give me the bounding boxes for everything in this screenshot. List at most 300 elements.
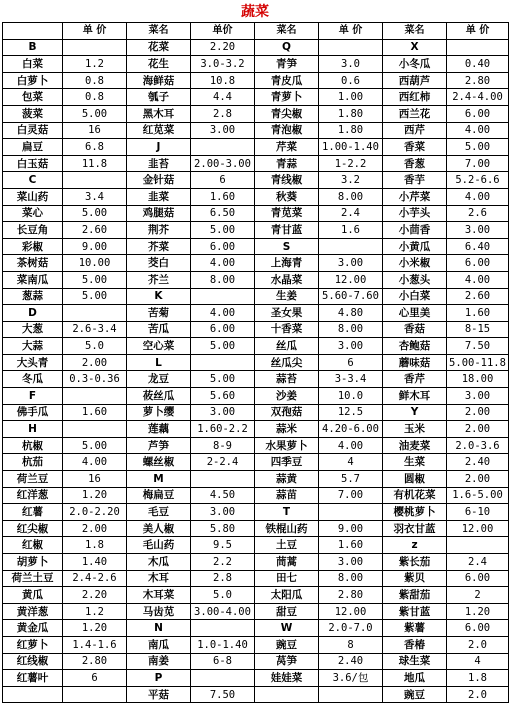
price-cell bbox=[63, 388, 127, 405]
vegetable-name-cell: 红线椒 bbox=[3, 653, 63, 670]
vegetable-name-cell: 青甘蓝 bbox=[255, 222, 319, 239]
vegetable-name-cell: 四季豆 bbox=[255, 454, 319, 471]
vegetable-name-cell: 毛山药 bbox=[127, 537, 191, 554]
price-cell: 0.6 bbox=[319, 72, 383, 89]
price-cell: 3.0-3.2 bbox=[191, 56, 255, 73]
vegetable-name-cell: 木耳菜 bbox=[127, 587, 191, 604]
vegetable-name-cell: 青苋菜 bbox=[255, 205, 319, 222]
vegetable-name-cell: 白灵菇 bbox=[3, 122, 63, 139]
vegetable-name-cell: T bbox=[255, 504, 319, 521]
price-cell: 5.60-7.60 bbox=[319, 288, 383, 305]
vegetable-name-cell: 青线椒 bbox=[255, 172, 319, 189]
vegetable-name-cell: 蒜苗 bbox=[255, 487, 319, 504]
price-cell: 5.00 bbox=[63, 105, 127, 122]
table-row bbox=[3, 653, 509, 670]
vegetable-name-cell: 彩椒 bbox=[3, 238, 63, 255]
vegetable-name-cell: 荷兰土豆 bbox=[3, 570, 63, 587]
vegetable-name-cell: 扁豆 bbox=[3, 139, 63, 156]
price-cell: 1.80 bbox=[319, 105, 383, 122]
price-cell bbox=[63, 305, 127, 322]
vegetable-name-cell: 西葫芦 bbox=[383, 72, 447, 89]
table-row bbox=[3, 587, 509, 604]
vegetable-name-cell: 红尖椒 bbox=[3, 520, 63, 537]
price-cell: 1.8 bbox=[447, 670, 509, 687]
vegetable-name-cell: 上海青 bbox=[255, 255, 319, 272]
price-cell: 3.00 bbox=[447, 222, 509, 239]
price-cell: 1.0-1.40 bbox=[191, 636, 255, 653]
vegetable-name-cell: 大葱 bbox=[3, 321, 63, 338]
price-cell bbox=[63, 686, 127, 703]
vegetable-name-cell: 双孢菇 bbox=[255, 404, 319, 421]
vegetable-name-cell: 花菜 bbox=[127, 39, 191, 56]
price-cell: 2.00 bbox=[447, 404, 509, 421]
price-cell bbox=[63, 172, 127, 189]
vegetable-name-cell: 有机花菜 bbox=[383, 487, 447, 504]
price-cell: 2.0-7.0 bbox=[319, 620, 383, 637]
table-row bbox=[3, 554, 509, 571]
vegetable-name-cell: 茭白 bbox=[127, 255, 191, 272]
table-row bbox=[3, 205, 509, 222]
price-cell: 1.60-2.2 bbox=[191, 421, 255, 438]
vegetable-name-cell: 青萝卜 bbox=[255, 89, 319, 106]
price-cell: 5.80 bbox=[191, 520, 255, 537]
vegetable-name-cell: 青尖椒 bbox=[255, 105, 319, 122]
price-cell: 6.00 bbox=[447, 105, 509, 122]
price-cell: 0.8 bbox=[63, 89, 127, 106]
price-cell: 4 bbox=[319, 454, 383, 471]
vegetable-name-cell: 梅扁豆 bbox=[127, 487, 191, 504]
vegetable-name-cell: N bbox=[127, 620, 191, 637]
price-cell: 16 bbox=[63, 471, 127, 488]
vegetable-name-cell: 蒜苔 bbox=[255, 371, 319, 388]
price-cell: 6.00 bbox=[447, 620, 509, 637]
price-cell: 2.8 bbox=[191, 105, 255, 122]
table-row bbox=[3, 56, 509, 73]
price-cell: 8.00 bbox=[319, 570, 383, 587]
vegetable-name-cell: 甜豆 bbox=[255, 603, 319, 620]
vegetable-name-cell: 菜南瓜 bbox=[3, 271, 63, 288]
price-cell: 0.8 bbox=[63, 72, 127, 89]
price-cell bbox=[191, 288, 255, 305]
price-cell bbox=[191, 354, 255, 371]
price-cell: 6 bbox=[319, 354, 383, 371]
price-cell: 2.80 bbox=[63, 653, 127, 670]
price-cell: 2.60 bbox=[63, 222, 127, 239]
price-cell: 2.40 bbox=[447, 454, 509, 471]
table-row bbox=[3, 603, 509, 620]
table-row bbox=[3, 89, 509, 106]
price-cell: 1.6 bbox=[319, 222, 383, 239]
price-cell: 5.00 bbox=[191, 371, 255, 388]
table-row bbox=[3, 388, 509, 405]
vegetable-name-cell: 木瓜 bbox=[127, 554, 191, 571]
vegetable-name-cell: 杭椒 bbox=[3, 437, 63, 454]
price-cell: 8-9 bbox=[191, 437, 255, 454]
price-cell: 7.50 bbox=[447, 338, 509, 355]
price-cell: 6-8 bbox=[191, 653, 255, 670]
price-cell: 7.00 bbox=[447, 155, 509, 172]
vegetable-name-cell: 鸡腿菇 bbox=[127, 205, 191, 222]
table-row bbox=[3, 371, 509, 388]
price-cell bbox=[191, 620, 255, 637]
vegetable-name-cell: 水晶菜 bbox=[255, 271, 319, 288]
price-cell: 2.40 bbox=[319, 653, 383, 670]
price-cell: 2-2.4 bbox=[191, 454, 255, 471]
vegetable-name-cell: 丝瓜 bbox=[255, 338, 319, 355]
price-cell: 8-15 bbox=[447, 321, 509, 338]
price-cell bbox=[191, 139, 255, 156]
header-price-3: 单 价 bbox=[319, 23, 383, 40]
vegetable-name-cell: L bbox=[127, 354, 191, 371]
vegetable-name-cell: 西兰花 bbox=[383, 105, 447, 122]
vegetable-name-cell: 空心菜 bbox=[127, 338, 191, 355]
price-cell bbox=[63, 39, 127, 56]
vegetable-name-cell: 铁棍山药 bbox=[255, 520, 319, 537]
price-cell: 4.00 bbox=[63, 454, 127, 471]
vegetable-name-cell: 水果萝卜 bbox=[255, 437, 319, 454]
price-cell: 2.4-4.00 bbox=[447, 89, 509, 106]
price-cell: 2.4 bbox=[447, 554, 509, 571]
table-row bbox=[3, 670, 509, 687]
table-row bbox=[3, 686, 509, 703]
vegetable-name-cell bbox=[255, 686, 319, 703]
header-name-4: 菜名 bbox=[383, 23, 447, 40]
vegetable-name-cell: 小黄瓜 bbox=[383, 238, 447, 255]
vegetable-name-cell: 圣女果 bbox=[255, 305, 319, 322]
vegetable-name-cell: 紫甜茄 bbox=[383, 587, 447, 604]
price-cell: 2.00-3.00 bbox=[191, 155, 255, 172]
price-cell: 1.2 bbox=[63, 56, 127, 73]
price-cell: 5.00 bbox=[63, 205, 127, 222]
price-cell: 4.50 bbox=[191, 487, 255, 504]
vegetable-name-cell: 茶树菇 bbox=[3, 255, 63, 272]
vegetable-name-cell: F bbox=[3, 388, 63, 405]
vegetable-name-cell: 生姜 bbox=[255, 288, 319, 305]
table-row bbox=[3, 454, 509, 471]
table-row bbox=[3, 288, 509, 305]
price-cell: 5.00 bbox=[191, 338, 255, 355]
price-cell: 2.80 bbox=[447, 72, 509, 89]
price-cell: 4.20-6.00 bbox=[319, 421, 383, 438]
price-cell: 10.8 bbox=[191, 72, 255, 89]
price-cell: 2.0 bbox=[447, 686, 509, 703]
price-cell: 16 bbox=[63, 122, 127, 139]
price-cell: 1.00 bbox=[319, 89, 383, 106]
price-cell: 2.60 bbox=[447, 288, 509, 305]
price-cell: 5.0 bbox=[191, 587, 255, 604]
vegetable-name-cell: 红薯叶 bbox=[3, 670, 63, 687]
table-row bbox=[3, 338, 509, 355]
vegetable-name-cell: 红萝卜 bbox=[3, 636, 63, 653]
header-row bbox=[3, 23, 509, 40]
vegetable-name-cell: 莜丝瓜 bbox=[127, 388, 191, 405]
price-cell: 10.00 bbox=[63, 255, 127, 272]
vegetable-name-cell: 鲜木耳 bbox=[383, 388, 447, 405]
price-cell: 4 bbox=[447, 653, 509, 670]
vegetable-name-cell: 香菇 bbox=[383, 321, 447, 338]
vegetable-name-cell: 田七 bbox=[255, 570, 319, 587]
table-row bbox=[3, 238, 509, 255]
page-title: 蔬菜 bbox=[241, 4, 269, 20]
vegetable-name-cell: 菠菜 bbox=[3, 105, 63, 122]
vegetable-name-cell: 芹菜 bbox=[255, 139, 319, 156]
price-cell: 0.40 bbox=[447, 56, 509, 73]
table-row bbox=[3, 105, 509, 122]
price-cell: 8 bbox=[319, 636, 383, 653]
price-cell: 12.00 bbox=[319, 603, 383, 620]
table-row bbox=[3, 39, 509, 56]
price-cell: 2.00 bbox=[447, 421, 509, 438]
price-cell: 8.00 bbox=[319, 188, 383, 205]
vegetable-name-cell: 紫薯 bbox=[383, 620, 447, 637]
vegetable-name-cell: 小芹菜 bbox=[383, 188, 447, 205]
price-cell: 5.00 bbox=[63, 288, 127, 305]
price-cell: 6.50 bbox=[191, 205, 255, 222]
price-cell: 1.80 bbox=[319, 122, 383, 139]
table-row bbox=[3, 437, 509, 454]
table-row bbox=[3, 354, 509, 371]
price-cell: 5.00 bbox=[63, 437, 127, 454]
vegetable-name-cell: z bbox=[383, 537, 447, 554]
price-cell: 1.20 bbox=[63, 487, 127, 504]
price-cell: 3.2 bbox=[319, 172, 383, 189]
vegetable-name-cell: 地瓜 bbox=[383, 670, 447, 687]
header-price-2: 单价 bbox=[191, 23, 255, 40]
price-cell: 2.6-3.4 bbox=[63, 321, 127, 338]
price-cell bbox=[319, 686, 383, 703]
price-cell: 4.80 bbox=[319, 305, 383, 322]
table-row bbox=[3, 570, 509, 587]
vegetable-name-cell: 油麦菜 bbox=[383, 437, 447, 454]
vegetable-name-cell: Y bbox=[383, 404, 447, 421]
vegetable-name-cell: 羽衣甘蓝 bbox=[383, 520, 447, 537]
vegetable-name-cell: 豌豆 bbox=[383, 686, 447, 703]
price-cell: 1.4-1.6 bbox=[63, 636, 127, 653]
price-cell: 3.4 bbox=[63, 188, 127, 205]
price-cell: 3.00 bbox=[191, 122, 255, 139]
vegetable-name-cell: 莴笋 bbox=[255, 653, 319, 670]
price-cell: 9.00 bbox=[63, 238, 127, 255]
vegetable-name-cell: 芥菜 bbox=[127, 238, 191, 255]
header-price-4: 单 价 bbox=[447, 23, 509, 40]
price-cell: 12.00 bbox=[319, 271, 383, 288]
vegetable-name-cell: 龙豆 bbox=[127, 371, 191, 388]
vegetable-name-cell: 海鲜菇 bbox=[127, 72, 191, 89]
price-cell bbox=[319, 504, 383, 521]
price-cell: 10.0 bbox=[319, 388, 383, 405]
price-cell: 6.00 bbox=[191, 238, 255, 255]
table-row bbox=[3, 72, 509, 89]
vegetable-name-cell: W bbox=[255, 620, 319, 637]
vegetable-name-cell: 莲藕 bbox=[127, 421, 191, 438]
price-cell bbox=[447, 39, 509, 56]
header-price-1: 单 价 bbox=[63, 23, 127, 40]
price-cell: 1.20 bbox=[63, 620, 127, 637]
price-cell: 1.2 bbox=[63, 603, 127, 620]
vegetable-name-cell: 青笋 bbox=[255, 56, 319, 73]
price-cell: 3.00-4.00 bbox=[191, 603, 255, 620]
price-cell: 12.00 bbox=[447, 520, 509, 537]
vegetable-name-cell: 杏鲍菇 bbox=[383, 338, 447, 355]
price-cell: 1.8 bbox=[63, 537, 127, 554]
vegetable-name-cell: 香椿 bbox=[383, 636, 447, 653]
vegetable-name-cell: 包菜 bbox=[3, 89, 63, 106]
vegetable-name-cell: 黑木耳 bbox=[127, 105, 191, 122]
price-cell: 0.3-0.36 bbox=[63, 371, 127, 388]
vegetable-name-cell: Q bbox=[255, 39, 319, 56]
price-cell: 5.00 bbox=[191, 222, 255, 239]
price-cell: 5.2-6.6 bbox=[447, 172, 509, 189]
vegetable-name-cell: 螺丝椒 bbox=[127, 454, 191, 471]
price-cell: 6.00 bbox=[191, 321, 255, 338]
vegetable-name-cell: 胡萝卜 bbox=[3, 554, 63, 571]
vegetable-name-cell: 青蒜 bbox=[255, 155, 319, 172]
vegetable-name-cell: 豌豆 bbox=[255, 636, 319, 653]
vegetable-name-cell: 荷兰豆 bbox=[3, 471, 63, 488]
price-cell: 8.00 bbox=[191, 271, 255, 288]
table-row bbox=[3, 172, 509, 189]
price-cell bbox=[447, 537, 509, 554]
price-cell: 3-3.4 bbox=[319, 371, 383, 388]
vegetable-name-cell: 黄瓜 bbox=[3, 587, 63, 604]
vegetable-name-cell: 芦笋 bbox=[127, 437, 191, 454]
vegetable-name-cell: 西芹 bbox=[383, 122, 447, 139]
price-cell: 2 bbox=[447, 587, 509, 604]
price-cell: 3.00 bbox=[447, 388, 509, 405]
vegetable-name-cell: 沙姜 bbox=[255, 388, 319, 405]
vegetable-name-cell: 球生菜 bbox=[383, 653, 447, 670]
table-row bbox=[3, 122, 509, 139]
vegetable-name-cell: 茼蒿 bbox=[255, 554, 319, 571]
price-cell: 6.40 bbox=[447, 238, 509, 255]
vegetable-name-cell: 娃娃菜 bbox=[255, 670, 319, 687]
table-row bbox=[3, 537, 509, 554]
vegetable-name-cell: 韭菜 bbox=[127, 188, 191, 205]
price-cell: 4.4 bbox=[191, 89, 255, 106]
price-cell: 1.60 bbox=[319, 537, 383, 554]
price-cell: 5.60 bbox=[191, 388, 255, 405]
price-cell: 2.6 bbox=[447, 205, 509, 222]
price-cell: 18.00 bbox=[447, 371, 509, 388]
price-cell bbox=[63, 421, 127, 438]
vegetable-name-cell: 长豆角 bbox=[3, 222, 63, 239]
price-cell: 6.8 bbox=[63, 139, 127, 156]
vegetable-price-table bbox=[2, 22, 509, 703]
price-cell: 5.00 bbox=[63, 271, 127, 288]
price-cell: 3.00 bbox=[319, 554, 383, 571]
vegetable-name-cell: 白菜 bbox=[3, 56, 63, 73]
price-cell: 11.8 bbox=[63, 155, 127, 172]
vegetable-name-cell: M bbox=[127, 471, 191, 488]
table-row bbox=[3, 271, 509, 288]
price-cell: 2.4-2.6 bbox=[63, 570, 127, 587]
vegetable-name-cell: 十香菜 bbox=[255, 321, 319, 338]
vegetable-name-cell: 平菇 bbox=[127, 686, 191, 703]
price-cell: 2.4 bbox=[319, 205, 383, 222]
vegetable-name-cell: 木耳 bbox=[127, 570, 191, 587]
vegetable-name-cell: 生菜 bbox=[383, 454, 447, 471]
table-row bbox=[3, 139, 509, 156]
vegetable-name-cell: 花生 bbox=[127, 56, 191, 73]
price-cell: 5.7 bbox=[319, 471, 383, 488]
vegetable-name-cell: 芥兰 bbox=[127, 271, 191, 288]
vegetable-name-cell: 菜心 bbox=[3, 205, 63, 222]
vegetable-name-cell: 丝瓜尖 bbox=[255, 354, 319, 371]
header-name-3: 菜名 bbox=[255, 23, 319, 40]
price-cell: 9.00 bbox=[319, 520, 383, 537]
table-row bbox=[3, 520, 509, 537]
vegetable-name-cell: 红椒 bbox=[3, 537, 63, 554]
price-cell: 1.60 bbox=[63, 404, 127, 421]
vegetable-name-cell: 冬瓜 bbox=[3, 371, 63, 388]
price-cell: 3.6/包 bbox=[319, 670, 383, 687]
price-cell: 12.5 bbox=[319, 404, 383, 421]
table-row bbox=[3, 487, 509, 504]
vegetable-name-cell: 青皮瓜 bbox=[255, 72, 319, 89]
vegetable-name-cell: 香芋 bbox=[383, 172, 447, 189]
price-cell: 3.00 bbox=[319, 338, 383, 355]
table-row bbox=[3, 188, 509, 205]
price-cell: 2.0-2.20 bbox=[63, 504, 127, 521]
vegetable-name-cell: 白玉菇 bbox=[3, 155, 63, 172]
vegetable-name-cell: 玉米 bbox=[383, 421, 447, 438]
vegetable-name-cell: 蒜黄 bbox=[255, 471, 319, 488]
price-cell bbox=[319, 39, 383, 56]
price-cell: 3.00 bbox=[319, 255, 383, 272]
vegetable-name-cell: C bbox=[3, 172, 63, 189]
price-cell: 3.00 bbox=[191, 504, 255, 521]
vegetable-name-cell: 菜山药 bbox=[3, 188, 63, 205]
price-cell: 2.00 bbox=[63, 520, 127, 537]
vegetable-name-cell: 葱蒜 bbox=[3, 288, 63, 305]
vegetable-name-cell: 杭茄 bbox=[3, 454, 63, 471]
vegetable-name-cell: 美人椒 bbox=[127, 520, 191, 537]
table-row bbox=[3, 222, 509, 239]
price-cell bbox=[319, 238, 383, 255]
price-cell: 3.00 bbox=[191, 404, 255, 421]
vegetable-name-cell: 马齿苋 bbox=[127, 603, 191, 620]
table-row bbox=[3, 155, 509, 172]
vegetable-name-cell: 香芹 bbox=[383, 371, 447, 388]
vegetable-name-cell: 青泡椒 bbox=[255, 122, 319, 139]
vegetable-name-cell bbox=[3, 686, 63, 703]
vegetable-name-cell: 西红柿 bbox=[383, 89, 447, 106]
price-cell: 2.00 bbox=[447, 471, 509, 488]
vegetable-name-cell: J bbox=[127, 139, 191, 156]
price-cell: 4.00 bbox=[191, 305, 255, 322]
vegetable-name-cell: 萝卜缨 bbox=[127, 404, 191, 421]
price-cell: 2.00 bbox=[63, 354, 127, 371]
price-cell: 1.6-5.00 bbox=[447, 487, 509, 504]
vegetable-name-cell: 蘑味菇 bbox=[383, 354, 447, 371]
vegetable-name-cell: 紫长茄 bbox=[383, 554, 447, 571]
price-cell: 7.00 bbox=[319, 487, 383, 504]
vegetable-name-cell: 香葱 bbox=[383, 155, 447, 172]
vegetable-name-cell: 荆芥 bbox=[127, 222, 191, 239]
vegetable-name-cell: 圆椒 bbox=[383, 471, 447, 488]
vegetable-name-cell: 苦菊 bbox=[127, 305, 191, 322]
price-cell bbox=[191, 670, 255, 687]
vegetable-name-cell: D bbox=[3, 305, 63, 322]
table-row bbox=[3, 321, 509, 338]
vegetable-name-cell: 红洋葱 bbox=[3, 487, 63, 504]
vegetable-name-cell: X bbox=[383, 39, 447, 56]
vegetable-name-cell: 红薯 bbox=[3, 504, 63, 521]
vegetable-name-cell: 毛豆 bbox=[127, 504, 191, 521]
price-cell: 2.2 bbox=[191, 554, 255, 571]
table-row bbox=[3, 404, 509, 421]
vegetable-name-cell: 小冬瓜 bbox=[383, 56, 447, 73]
